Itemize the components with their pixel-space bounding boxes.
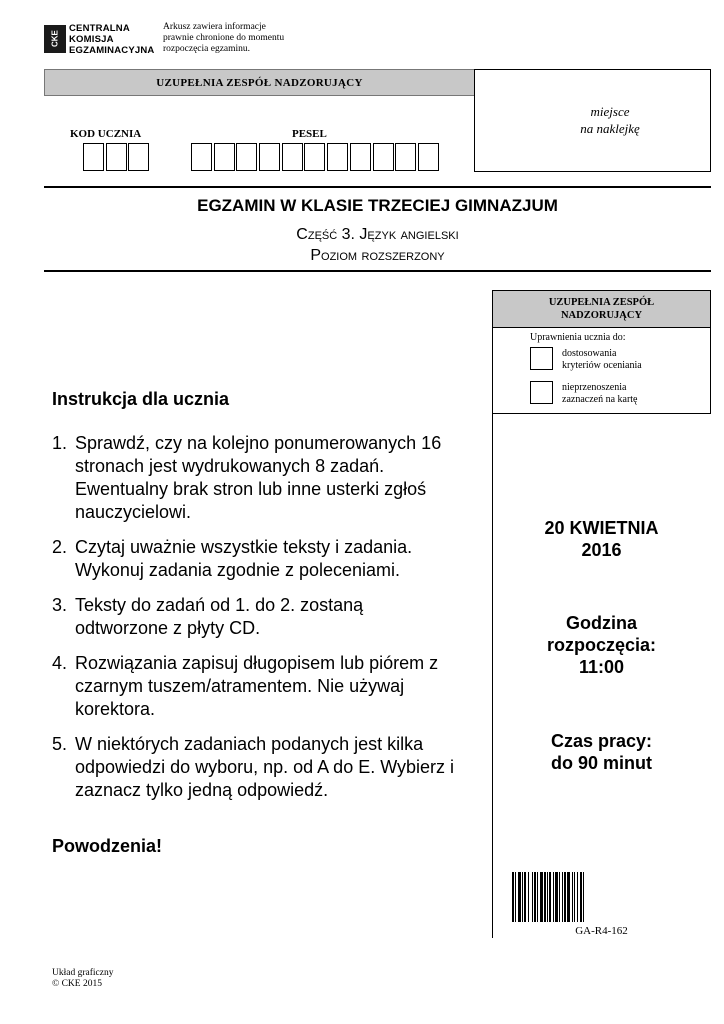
item-text: Teksty do zadań od 1. do 2. zostaną odtworzone z płyty CD. (75, 595, 364, 638)
pesel-cell[interactable] (327, 143, 348, 171)
confidentiality-notice (163, 22, 284, 55)
duration-line: do 90 minut (550, 753, 652, 773)
duration (492, 730, 711, 774)
sticker-line: miejsce (590, 104, 630, 119)
pesel-cell[interactable] (282, 143, 303, 171)
list-item (52, 536, 492, 582)
list-item (52, 733, 492, 802)
list-item (52, 594, 492, 640)
time-line: Godzina (566, 613, 637, 633)
item-text: Czytaj uważnie wszystkie teksty i zadania. Wykonuj zadania zgodnie z poleceniami. (75, 537, 413, 580)
duration-line: Czas pracy: (550, 731, 653, 751)
footer-line: © CKE 2015 (52, 979, 102, 989)
no-transfer-label (562, 382, 638, 406)
adjust-criteria-label (562, 348, 642, 372)
institution-line: KOMISJA (69, 34, 114, 45)
pesel-cells (191, 143, 441, 171)
institution-name (69, 23, 154, 56)
option-line: zaznaczeń na kartę (562, 394, 638, 405)
exam-date (492, 517, 711, 561)
item-number: 4. (52, 653, 68, 673)
pesel-cell[interactable] (395, 143, 416, 171)
sticker-label (540, 103, 680, 137)
footer (52, 968, 113, 990)
date-line: 2016 (581, 540, 622, 560)
item-text: Sprawdź, czy na kolejno ponumerowanych 16 stronach jest wydrukowanych 8 zadań. Ewentualny brak stron lub inne usterki zgłoś nauczycielowi. (75, 433, 442, 522)
start-time (492, 612, 711, 678)
option-line: kryteriów oceniania (562, 360, 642, 371)
pesel-cell[interactable] (418, 143, 439, 171)
option-line: dostosowania (562, 348, 617, 359)
divider (44, 270, 711, 272)
rights-header-line: UZUPEŁNIA ZESPÓŁ (548, 297, 655, 308)
adjust-criteria-checkbox[interactable] (530, 347, 553, 370)
pesel-cell[interactable] (350, 143, 371, 171)
sticker-line: na naklejkę (580, 121, 640, 136)
item-text: Rozwiązania zapisuj długopisem lub piórem z czarnym tuszem/atramentem. Nie używaj korektora. (75, 653, 439, 719)
exam-part: Część 3. Język angielski (296, 226, 459, 243)
student-code-label: KOD UCZNIA (70, 128, 142, 140)
pesel-cell[interactable] (214, 143, 235, 171)
option-line: nieprzenoszenia (562, 382, 627, 393)
rights-header-line: NADZORUJĄCY (560, 310, 643, 321)
footer-line: Układ graficzny (52, 968, 114, 978)
exam-title: EGZAMIN W KLASIE TRZECIEJ GIMNAZJUM (197, 196, 558, 215)
date-line: 20 KWIETNIA (544, 518, 659, 538)
pesel-cell[interactable] (259, 143, 280, 171)
instructions-list (52, 432, 492, 814)
institution-line: CENTRALNA (69, 23, 130, 34)
notice-line: rozpoczęcia egzaminu. (163, 44, 251, 54)
notice-line: prawnie chronione do momentu (163, 33, 285, 43)
time-line: rozpoczęcia: (546, 635, 657, 655)
instructions-heading: Instrukcja dla ucznia (52, 389, 230, 409)
item-text: W niektórych zadaniach podanych jest kilka odpowiedzi do wyboru, np. od A do E. Wybierz i zaznacz tylko jedną odpowiedź. (75, 734, 455, 800)
student-code-cell[interactable] (83, 143, 104, 171)
student-code-cells (83, 143, 151, 171)
sheet-code: GA-R4-162 (575, 925, 628, 937)
no-transfer-checkbox[interactable] (530, 381, 553, 404)
pesel-cell[interactable] (304, 143, 325, 171)
proctor-header: UZUPEŁNIA ZESPÓŁ NADZORUJĄCY (44, 69, 475, 96)
item-number: 2. (52, 537, 68, 557)
student-code-cell[interactable] (106, 143, 127, 171)
notice-line: Arkusz zawiera informacje (163, 22, 266, 32)
institution-line: EGZAMINACYJNA (69, 45, 155, 56)
rights-box-header (492, 290, 711, 328)
pesel-cell[interactable] (191, 143, 212, 171)
item-number: 5. (52, 734, 68, 754)
cke-logo-icon: CKE (44, 25, 66, 53)
item-number: 3. (52, 595, 68, 615)
pesel-label: PESEL (292, 128, 327, 140)
list-item (52, 432, 492, 524)
pesel-cell[interactable] (236, 143, 257, 171)
closing-text: Powodzenia! (52, 836, 163, 856)
rights-label: Uprawnienia ucznia do: (530, 332, 626, 343)
barcode-icon (512, 872, 652, 922)
exam-level: Poziom rozszerzony (310, 247, 445, 264)
time-line: 11:00 (578, 657, 625, 677)
divider (44, 186, 711, 188)
student-code-cell[interactable] (128, 143, 149, 171)
pesel-cell[interactable] (373, 143, 394, 171)
item-number: 1. (52, 433, 68, 453)
list-item (52, 652, 492, 721)
